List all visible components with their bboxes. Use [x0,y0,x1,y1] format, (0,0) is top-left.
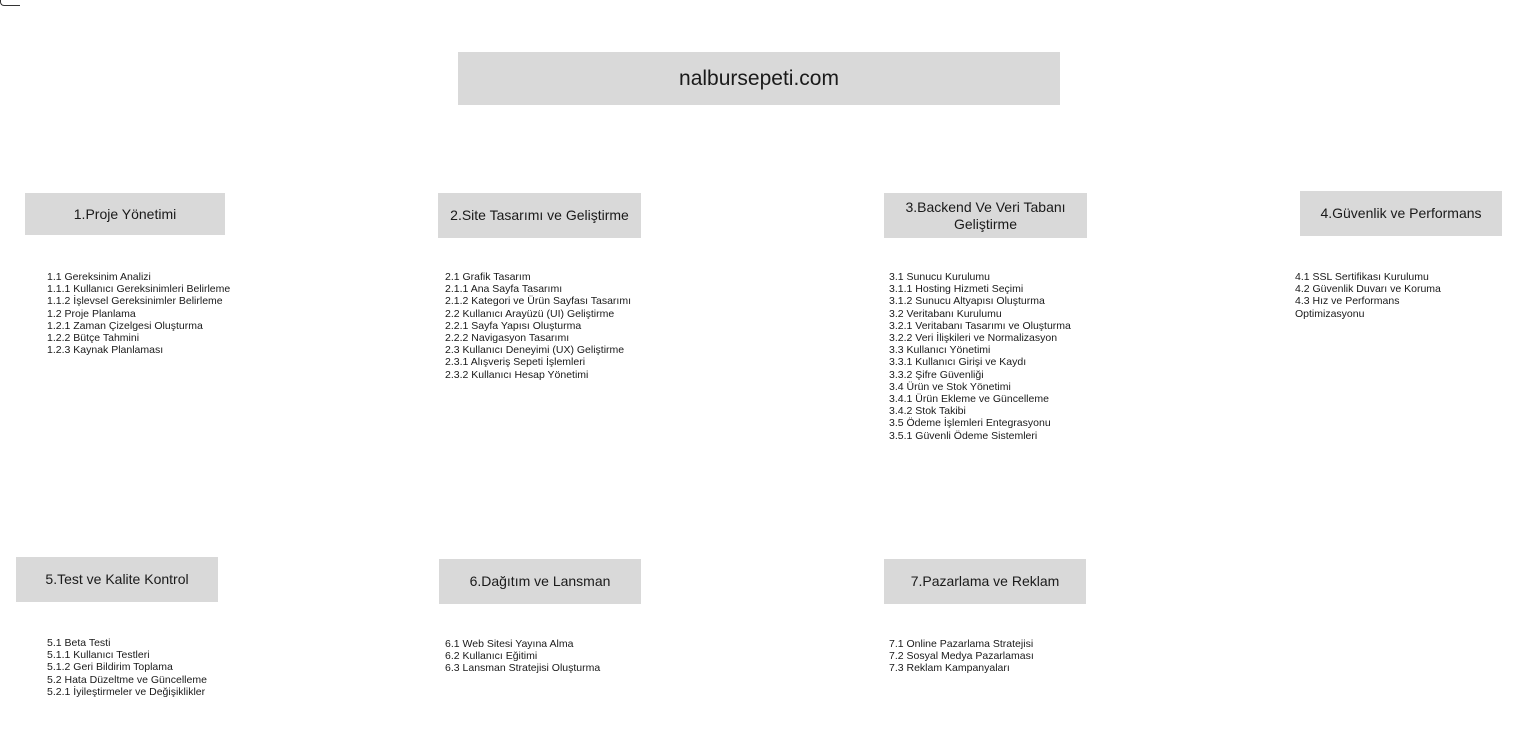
section-6-title: 6.Dağıtım ve Lansman [469,573,611,589]
section-5-list [47,637,207,698]
list-item: 2.3.2 Kullanıcı Hesap Yönetimi [445,368,589,381]
section-7-box [884,559,1086,604]
list-item: 2.1.2 Kategori ve Ürün Sayfası Tasarımı [445,295,631,308]
list-item: 3.3.2 Şifre Güvenliği [889,368,984,381]
section-7-title: 7.Pazarlama ve Reklam [910,573,1060,589]
list-item: 1.1 Gereksinim Analizi [47,271,151,283]
list-item: 2.2 Kullanıcı Arayüzü (UI) Geliştirme [445,307,615,320]
section-3-title: 3.Backend Ve Veri Tabanı Geliştirme [905,198,1066,232]
list-item: 1.2.1 Zaman Çizelgesi Oluşturma [47,319,203,332]
list-item: 6.3 Lansman Stratejisi Oluşturma [445,662,601,675]
list-item: 2.1.1 Ana Sayfa Tasarımı [445,283,563,296]
list-item: 3.4 Ürün ve Stok Yönetimi [889,380,1011,393]
list-item: 3.4.1 Ürün Ekleme ve Güncelleme [889,393,1049,406]
section-1-list [47,271,230,356]
list-item: 1.2.2 Bütçe Tahmini [47,332,140,345]
section-5-box [16,557,218,602]
section-4-title: 4.Güvenlik ve Performans [1320,205,1482,221]
list-item: 5.2.1 İyileştirmeler ve Değişiklikler [47,685,206,698]
list-item: 1.2 Proje Planlama [47,307,136,320]
section-3-box [884,193,1087,238]
list-item: 2.1 Grafik Tasarım [445,271,531,283]
list-item: 3.3.1 Kullanıcı Girişi ve Kaydı [889,356,1027,369]
list-item: 4.2 Güvenlik Duvarı ve Koruma [1295,283,1441,296]
section-3-list [889,271,1071,442]
list-item: 1.1.1 Kullanıcı Gereksinimleri Belirleme [47,283,231,296]
corner-bracket-icon [0,0,20,6]
list-item: 3.2.2 Veri İlişkileri ve Normalizasyon [889,332,1058,345]
list-item: 1.1.2 İşlevsel Gereksinimler Belirleme [47,295,223,308]
section-1-title: 1.Proje Yönetimi [73,205,177,222]
list-item: 5.1.1 Kullanıcı Testleri [47,649,150,662]
list-item: 3.5.1 Güvenli Ödeme Sistemleri [889,429,1038,442]
list-item: 2.3.1 Alışveriş Sepeti İşlemleri [445,356,586,369]
section-2-list [445,271,631,381]
list-item: 2.2.1 Sayfa Yapısı Oluşturma [445,319,582,332]
list-item: 5.2 Hata Düzeltme ve Güncelleme [47,673,207,686]
list-item: 4.3 Hız ve Performans [1295,295,1400,308]
section-4-box [1300,191,1502,236]
list-item: 4.1 SSL Sertifikası Kurulumu [1295,271,1429,283]
list-item: 3.1.2 Sunucu Altyapısı Oluşturma [889,295,1045,308]
list-item: 3.4.2 Stok Takibi [889,405,966,418]
list-item: 1.2.3 Kaynak Planlaması [47,344,164,357]
list-item: 3.1.1 Hosting Hizmeti Seçimi [889,283,1024,296]
list-item: 3.2.1 Veritabanı Tasarımı ve Oluşturma [889,319,1071,332]
list-item: 5.1 Beta Testi [47,637,111,649]
root-title: nalbursepeti.com [679,67,839,90]
list-item: 7.1 Online Pazarlama Stratejisi [889,638,1034,650]
section-4-list [1295,271,1441,320]
section-7-list [889,638,1034,675]
list-item: 2.3 Kullanıcı Deneyimi (UX) Geliştirme [445,344,625,357]
section-5-title: 5.Test ve Kalite Kontrol [45,571,189,587]
list-item: 5.1.2 Geri Bildirim Toplama [47,661,173,674]
root-node [458,52,1060,105]
list-item: 7.3 Reklam Kampanyaları [889,662,1010,675]
section-6-box [439,559,641,604]
list-item: 2.2.2 Navigasyon Tasarımı [445,332,570,345]
section-2-box [438,193,641,238]
list-item: 3.2 Veritabanı Kurulumu [889,307,1002,320]
section-2-title: 2.Site Tasarımı ve Geliştirme [450,207,629,223]
list-item: 3.3 Kullanıcı Yönetimi [889,344,991,357]
list-item: 6.2 Kullanıcı Eğitimi [445,650,538,663]
list-item: 3.1 Sunucu Kurulumu [889,271,990,283]
list-item: 7.2 Sosyal Medya Pazarlaması [889,650,1034,663]
list-item: 6.1 Web Sitesi Yayına Alma [445,638,574,650]
list-item: 3.5 Ödeme İşlemleri Entegrasyonu [889,417,1051,430]
section-1-box [25,193,225,235]
section-6-list [445,638,600,675]
list-item: Optimizasyonu [1295,307,1365,320]
